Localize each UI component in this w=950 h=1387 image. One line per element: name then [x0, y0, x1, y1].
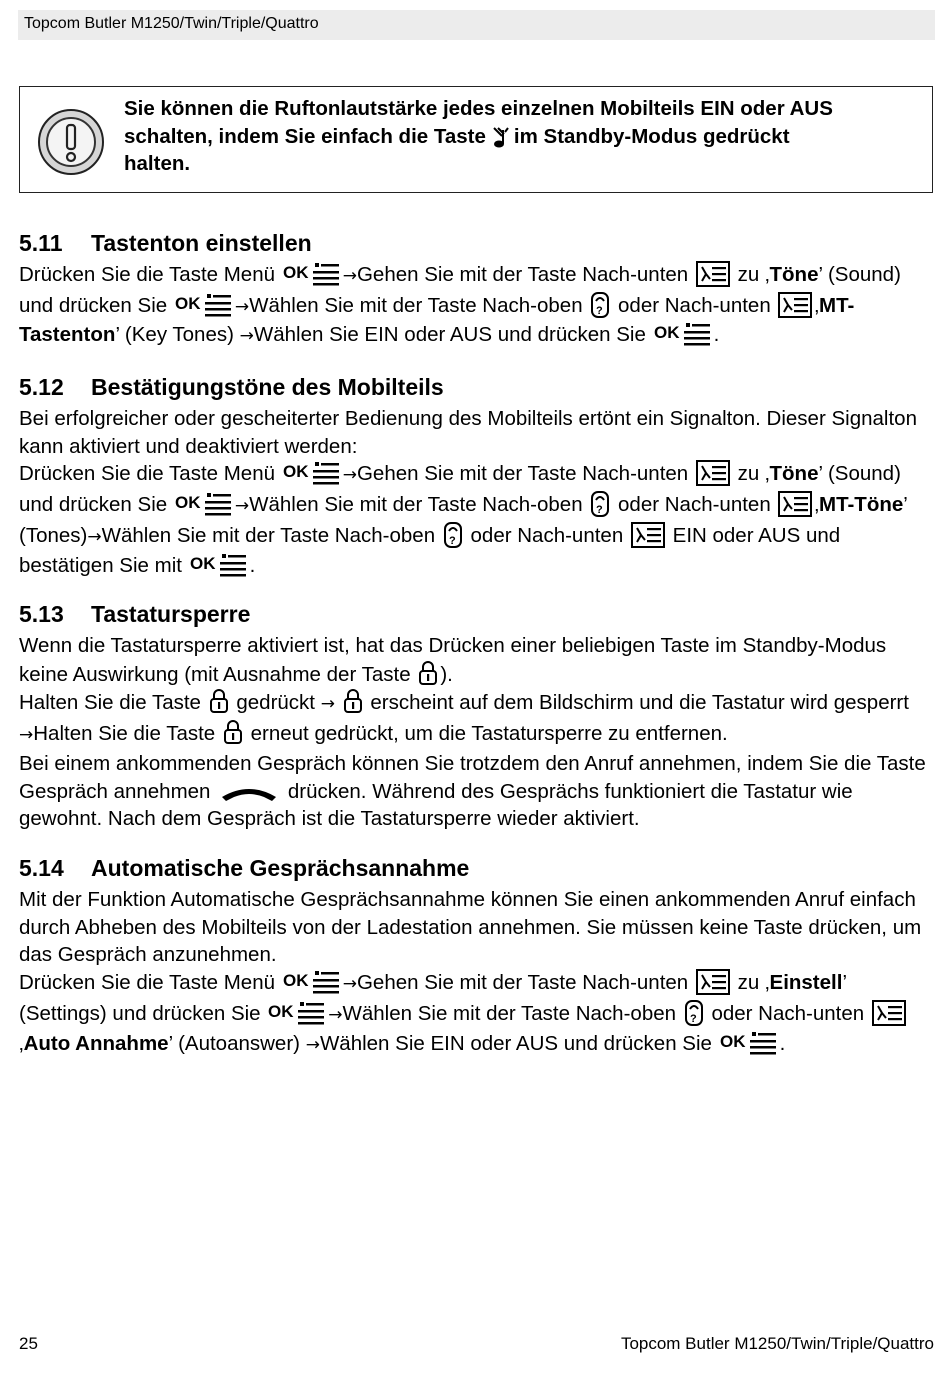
section-body: Wenn die Tastatursperre aktiviert ist, hat das Drücken einer beliebigen Taste im Standby-Modus keine Auswirkung (mit Ausnahme der Taste ). Halten Sie die Taste gedrückt → erscheint auf dem Bildschirm und die Tastatur wird gesperrt →Halten Sie die Taste erneut gedrückt, um die Tastatursperre zu entfernen. Bei einem ankommenden Gespräch können Sie trotzdem den Anruf annehmen, indem Sie die Taste Gespräch annehmen drücken. Während des Gesprächs funktioniert die Tastatur wie gewohnt. Nach dem Gespräch ist die Tastatursperre wieder aktiviert.: [19, 634, 926, 831]
ringer-icon: [490, 124, 510, 148]
section-5-13: [19, 600, 934, 833]
nav-down-icon: [778, 292, 812, 318]
lock-icon: [223, 719, 243, 745]
nav-up-icon: [684, 999, 704, 1027]
section-body: Drücken Sie die Taste Menü →Gehen Sie mit der Taste Nach-unten zu ‚Töne’ (Sound) und drücken Sie →Wählen Sie mit der Taste Nach-oben oder Nach-unten ‚MT-Tastenton’ (Key Tones) →Wählen Sie EIN oder AUS und drücken Sie .: [19, 263, 901, 347]
footer-title: Topcom Butler M1250/Twin/Triple/Quattro: [620, 1334, 934, 1353]
section-5-11: [19, 229, 934, 351]
nav-down-icon: [696, 969, 730, 995]
section-5-12: [19, 373, 934, 579]
lock-icon: [418, 660, 438, 686]
section-5-14: [19, 854, 934, 1059]
nav-down-icon: [631, 522, 665, 548]
section-title: 5.12 Bestätigungstöne des Mobilteils: [19, 374, 444, 400]
ok-menu-icon: [190, 552, 248, 578]
section-body: Drücken Sie die Taste Menü →Gehen Sie mit der Taste Nach-unten zu ‚Einstell’ (Settings) und drücken Sie →Wählen Sie mit der Taste Nach-oben oder Nach-unten ‚Auto Annahme’ (Autoanswer) →Wählen Sie EIN oder AUS und drücken Sie .: [19, 969, 934, 1059]
nav-down-icon: [778, 491, 812, 517]
page-footer: [19, 1332, 934, 1356]
note-box: [19, 86, 933, 193]
section-intro: Bei erfolgreicher oder gescheiterter Bedienung des Mobilteils ertönt ein Signalton. Dieser Signalton kann aktiviert und deaktiviert werden:: [19, 407, 917, 458]
ok-menu-icon: [283, 460, 341, 486]
ok-menu-icon: [175, 292, 233, 318]
ok-menu-icon: [268, 1000, 326, 1026]
nav-down-icon: [872, 1000, 906, 1026]
section-title: 5.11 Tastenton einstellen: [19, 230, 312, 256]
ok-menu-icon: [283, 969, 341, 995]
nav-up-icon: [590, 291, 610, 319]
lock-icon: [343, 688, 363, 714]
section-intro: Mit der Funktion Automatische Gesprächsannahme können Sie einen ankommenden Anruf einfach durch Abheben des Mobilteils von der Ladestation annehmen. Sie müssen keine Taste drücken, um das Gespräch anzunehmen.: [19, 888, 922, 967]
nav-down-icon: [696, 261, 730, 287]
nav-up-icon: [443, 521, 463, 549]
lock-icon: [209, 688, 229, 714]
ok-menu-icon: [175, 491, 233, 517]
talk-icon: [220, 783, 278, 803]
ok-menu-icon: [283, 261, 341, 287]
section-body: Drücken Sie die Taste Menü →Gehen Sie mit der Taste Nach-unten zu ‚Töne’ (Sound) und drücken Sie →Wählen Sie mit der Taste Nach-oben oder Nach-unten ‚MT-Töne’ (Tones)→Wählen Sie mit der Taste Nach-oben oder Nach-unten EIN oder AUS und bestätigen Sie mit .: [19, 462, 908, 577]
running-header: Topcom Butler M1250/Twin/Triple/Quattro: [18, 10, 935, 40]
ok-menu-icon: [654, 321, 712, 347]
page-number: 25: [19, 1334, 38, 1353]
nav-up-icon: [590, 490, 610, 518]
note-text: Sie können die Ruftonlautstärke jedes einzelnen Mobilteils EIN oder AUS schalten, indem Sie einfach die Taste im Standby-Modus gedrückt halten.: [124, 97, 833, 175]
exclamation-icon: [36, 107, 106, 177]
section-title: 5.13 Tastatursperre: [19, 601, 251, 627]
section-title: 5.14 Automatische Gesprächsannahme: [19, 855, 470, 881]
nav-down-icon: [696, 460, 730, 486]
ok-menu-icon: [720, 1030, 778, 1056]
